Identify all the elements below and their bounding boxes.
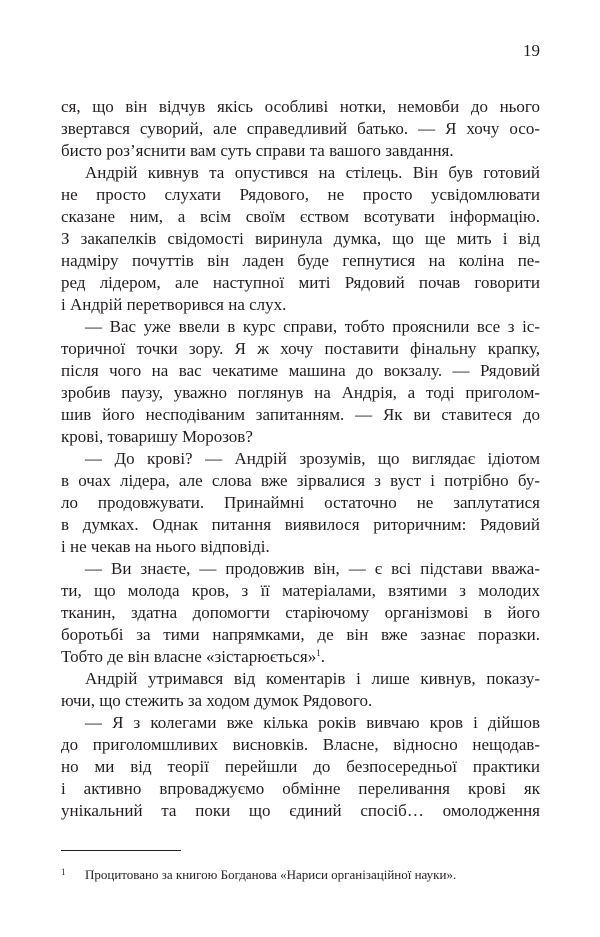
line-text: в думках. Однак питання виявилося риторичним: Рядовий <box>61 515 540 534</box>
page-number: 19 <box>523 41 540 60</box>
line-text: і не чекав на нього відповіді. <box>61 537 270 556</box>
text-line <box>61 250 540 272</box>
line-text: Андрій кивнув та опустився на стілець. Він був готовий <box>85 163 540 182</box>
line-text: і Андрій перетворився на слух. <box>61 295 287 314</box>
text-line <box>61 492 540 514</box>
line-text: надміру почуттів він ладен буде гепнутися на коліна пе- <box>61 251 540 270</box>
line-text: і активно впроваджуємо обмінне переливання крові як <box>61 779 540 798</box>
text-line <box>61 162 540 184</box>
text-line <box>61 316 540 338</box>
text-line <box>61 404 540 426</box>
line-text: бисто роз’яснити вам суть справи та вашого завдання. <box>61 141 454 160</box>
line-text: З закапелків свідомості виринула думка, що ще мить і від <box>61 229 540 248</box>
text-line <box>61 338 540 360</box>
footnote-reference[interactable]: 1 <box>316 648 321 658</box>
line-text: не просто слухати Рядового, не просто усвідомлювати <box>61 185 540 204</box>
text-line <box>61 96 540 118</box>
text-line <box>61 734 540 756</box>
line-text: до приголомшливих висновків. Власне, відносно нещодав- <box>61 735 540 754</box>
line-text: крові, товаришу Морозов? <box>61 427 253 446</box>
text-line <box>61 690 540 712</box>
footnote-marker: 1 <box>61 867 66 877</box>
text-line <box>61 602 540 624</box>
line-text: — Вас уже ввели в курс справи, тобто прояснили все з іс- <box>85 317 540 336</box>
line-text: шив його несподіваним запитанням. — Як ви ставитеся до <box>61 405 540 424</box>
text-line <box>61 382 540 404</box>
text-line <box>61 470 540 492</box>
text-line <box>61 448 540 470</box>
line-text: зробив паузу, уважно поглянув на Андрія, а тоді приголом- <box>61 383 540 402</box>
line-text: Тобто де він власне «зістарюється» <box>61 647 317 666</box>
text-line <box>61 778 540 800</box>
footnote <box>61 864 456 883</box>
text-line <box>61 580 540 602</box>
line-text: — Я з колегами вже кілька років вивчаю кров і дійшов <box>85 713 540 732</box>
text-line <box>61 118 540 140</box>
line-text: но ми від теорії перейшли до безпосередньої практики <box>61 757 540 776</box>
text-line <box>61 294 540 316</box>
line-text: торичної точки зору. Я ж хочу поставити фінальну крапку, <box>61 339 540 358</box>
text-line <box>61 184 540 206</box>
text-line <box>61 514 540 536</box>
footnote-divider <box>61 850 181 851</box>
line-text: в очах лідера, але слова вже зірвалися з вуст і потрібно бу- <box>61 471 540 490</box>
text-line <box>61 536 540 558</box>
text-line <box>61 272 540 294</box>
line-text: тканин, здатна допомогти старіючому організмові в його <box>61 603 540 622</box>
text-line <box>61 206 540 228</box>
text-line <box>61 668 540 690</box>
body-text <box>61 96 540 822</box>
text-line <box>61 360 540 382</box>
footnote-text: Процитовано за книгою Богданова «Нариси організаційної науки». <box>85 867 457 882</box>
line-text: . <box>320 647 325 666</box>
text-line <box>61 228 540 250</box>
text-line <box>61 800 540 822</box>
line-text: — До крові? — Андрій зрозумів, що виглядає ідіотом <box>85 449 540 468</box>
text-line <box>61 624 540 646</box>
line-text: ред лідером, але наступної миті Рядовий почав говорити <box>61 273 540 292</box>
line-text: сказане ним, а всім своїм єством всотувати інформацію. <box>61 207 540 226</box>
line-text: ючи, що стежить за ходом думок Рядового. <box>61 691 373 710</box>
line-text: Андрій утримався від коментарів і лише кивнув, показу- <box>85 669 540 688</box>
text-line <box>61 712 540 734</box>
text-line <box>61 558 540 580</box>
text-line <box>61 756 540 778</box>
line-text: — Ви знаєте, — продовжив він, — є всі підстави вважа- <box>85 559 540 578</box>
text-line <box>61 646 540 668</box>
line-text: боротьбі за тими напрямками, де він вже зазнає поразки. <box>61 625 540 644</box>
line-text: ло продовжувати. Принаймні остаточно не заплутатися <box>61 493 540 512</box>
text-line <box>61 426 540 448</box>
line-text: після чого на вас чекатиме машина до вокзалу. — Рядовий <box>61 361 540 380</box>
line-text: звертався суворий, але справедливий батько. — Я хочу осо- <box>61 119 540 138</box>
line-text: унікальний та поки що єдиний спосіб… омолодження <box>61 801 540 820</box>
line-text: ти, що молода кров, з її матеріалами, взятими з молодих <box>61 581 540 600</box>
text-line <box>61 140 540 162</box>
line-text: ся, що він відчув якісь особливі нотки, немовби до нього <box>61 97 540 116</box>
